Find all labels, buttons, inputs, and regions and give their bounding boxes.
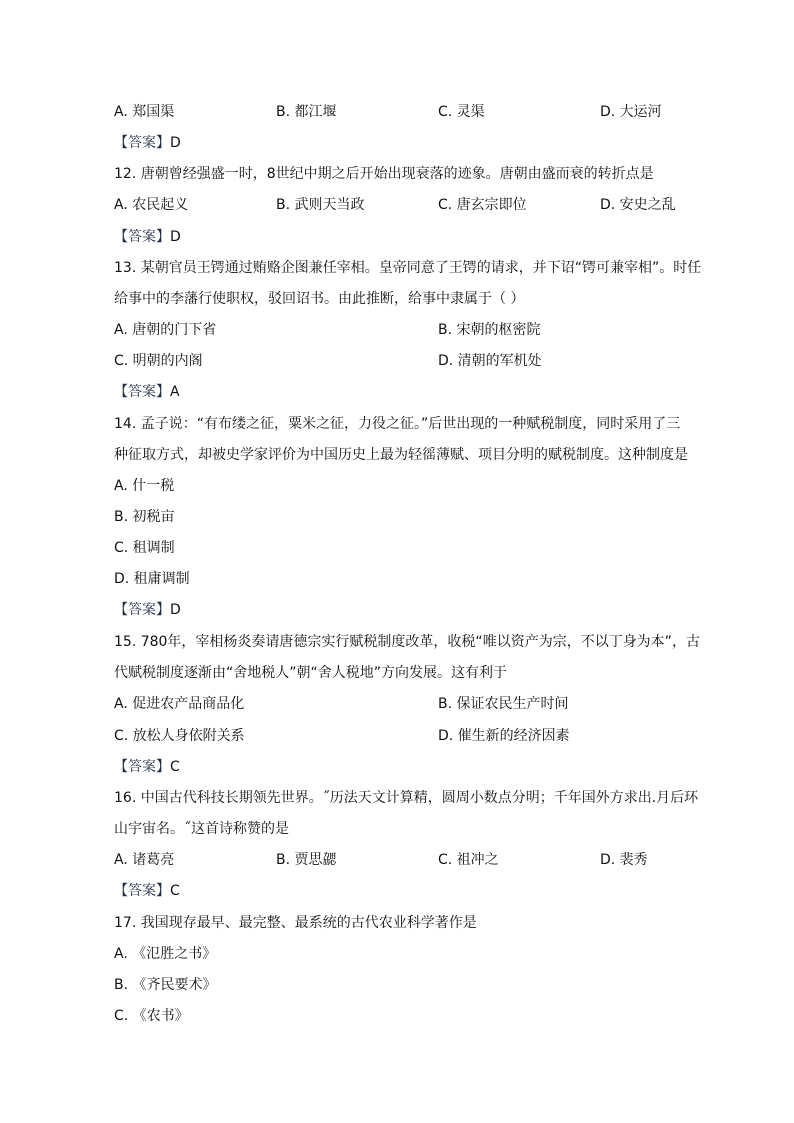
q12-option-a: A. 农民起义 <box>114 197 189 213</box>
q15-answer <box>114 757 180 777</box>
answer-tag: 【答案】 <box>114 883 170 899</box>
q12-answer <box>114 227 181 247</box>
q17-stem: 17. 我国现存最早、最完整、最系统的古代农业科学著作是 <box>114 915 477 931</box>
answer-value: D <box>170 135 181 151</box>
q14-option-d: D. 租庸调制 <box>114 571 190 587</box>
answer-tag: 【答案】 <box>114 384 170 400</box>
answer-tag: 【答案】 <box>114 759 170 775</box>
q14-stem-line1: 14. 孟子说：“有布缕之征，粟米之征，力役之征。”后世出现的一种赋税制度，同时采用了三 <box>114 416 681 432</box>
q14-option-c: C. 租调制 <box>114 540 175 556</box>
q17-option-b: B. 《齐民要术》 <box>114 977 217 993</box>
answer-tag: 【答案】 <box>114 602 170 618</box>
q11-answer <box>114 133 181 153</box>
q15-option-b: B. 保证农民生产时间 <box>438 696 569 712</box>
q16-answer <box>114 881 180 901</box>
q16-option-c: C. 祖冲之 <box>438 852 499 868</box>
q15-option-d: D. 催生新的经济因素 <box>438 728 570 744</box>
q11-option-b: B. 都江堰 <box>276 104 337 120</box>
q11-option-d: D. 大运河 <box>600 104 662 120</box>
q12-option-c: C. 唐玄宗即位 <box>438 197 527 213</box>
q12-option-d: D. 安史之乱 <box>600 197 676 213</box>
answer-value: A <box>170 384 180 400</box>
q12-option-b: B. 武则天当政 <box>276 197 365 213</box>
q14-option-a: A. 什一税 <box>114 478 175 494</box>
q13-option-d: D. 清朝的军机处 <box>438 353 542 369</box>
answer-tag: 【答案】 <box>114 135 170 151</box>
q11-option-c: C. 灵渠 <box>438 104 485 120</box>
q16-stem-line2: 山宇宙名。˝这首诗称赞的是 <box>114 821 289 837</box>
q14-option-b: B. 初税亩 <box>114 509 175 525</box>
q16-option-a: A. 诸葛亮 <box>114 852 175 868</box>
answer-tag: 【答案】 <box>114 229 170 245</box>
q17-option-a: A. 《氾胜之书》 <box>114 946 217 962</box>
answer-value: D <box>170 602 181 618</box>
q15-option-a: A. 促进农产品商品化 <box>114 696 245 712</box>
answer-value: D <box>170 229 181 245</box>
q13-option-a: A. 唐朝的门下省 <box>114 322 217 338</box>
q15-stem-line2: 代赋税制度逐渐由“舍地税人”朝“舍人税地”方向发展。这有利于 <box>114 665 508 681</box>
q13-stem-line1: 13. 某朝官员王锷通过贿赂企图兼任宰相。皇帝同意了王锷的请求，并下诏“锷可兼宰相”。时任 <box>114 260 702 276</box>
q16-option-d: D. 裴秀 <box>600 852 648 868</box>
q13-option-b: B. 宋朝的枢密院 <box>438 322 541 338</box>
q17-option-c: C. 《农书》 <box>114 1008 189 1024</box>
q13-option-c: C. 明朝的内阁 <box>114 353 203 369</box>
q14-answer <box>114 600 181 620</box>
q13-stem-line2: 给事中的李藩行使职权，驳回诏书。由此推断，给事中隶属于（ ） <box>114 291 525 307</box>
q13-answer <box>114 382 180 402</box>
answer-value: C <box>170 759 180 775</box>
q16-stem-line1: 16. 中国古代科技长期领先世界。˝历法天文计算精，圆周小数点分明；千年国外方求出.月后环 <box>114 790 699 806</box>
q15-stem-line1: 15. 780年，宰相杨炎奏请唐德宗实行赋税制度改革，收税“唯以资产为宗，不以丁身为本”，古 <box>114 634 700 650</box>
answer-value: C <box>170 883 180 899</box>
q12-stem: 12. 唐朝曾经强盛一时，8世纪中期之后开始出现衰落的迹象。唐朝由盛而衰的转折点是 <box>114 166 654 182</box>
q14-stem-line2: 种征取方式，却被史学家评价为中国历史上最为轻徭薄赋、项目分明的赋税制度。这种制度是 <box>114 447 688 463</box>
q16-option-b: B. 贾思勰 <box>276 852 337 868</box>
q15-option-c: C. 放松人身依附关系 <box>114 728 245 744</box>
q11-option-a: A. 郑国渠 <box>114 104 175 120</box>
